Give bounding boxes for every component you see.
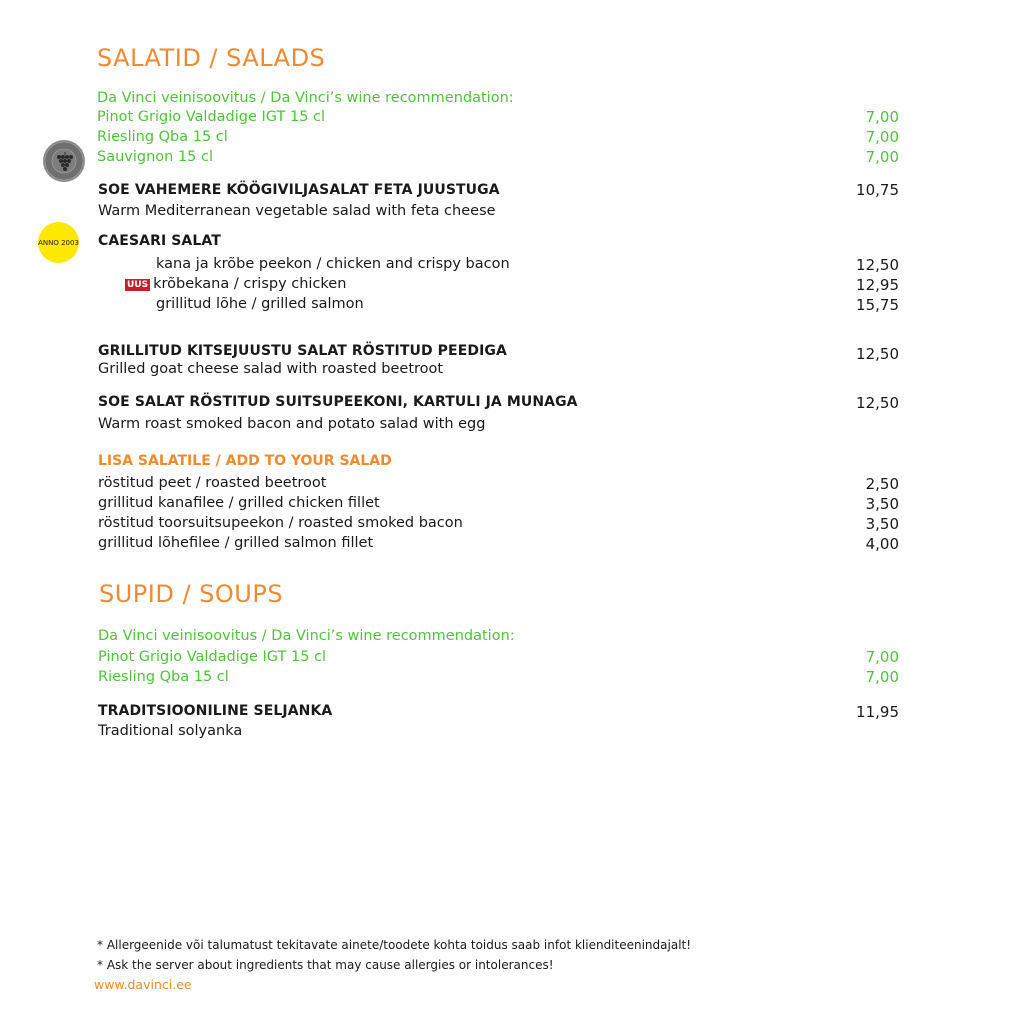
addon-label: röstitud peet / roasted beetroot (98, 475, 327, 491)
wine-item (97, 127, 899, 147)
menu-item (98, 182, 899, 219)
addon-label: röstitud toorsuitsupeekon / roasted smoked bacon (98, 515, 463, 531)
menu-item (98, 394, 899, 432)
dish-description: Warm Mediterranean vegetable salad with feta cheese (98, 203, 496, 219)
addon-price: 2,50 (865, 475, 899, 493)
menu-item (98, 343, 899, 377)
option-price: 12,95 (856, 276, 899, 294)
wine-recommendation-heading: Da Vinci veinisoovitus / Da Vinci’s wine recommendation: (98, 628, 515, 644)
dish-description: Warm roast smoked bacon and potato salad with egg (98, 416, 486, 432)
anno-badge: ANNO 2003 (38, 222, 79, 263)
dish-price: 12,50 (856, 345, 899, 363)
website-link[interactable]: www.davinci.ee (94, 977, 192, 992)
wine-price: 7,00 (865, 148, 899, 166)
addon-item (98, 495, 899, 515)
wine-price: 7,00 (865, 128, 899, 146)
addon-label: grillitud kanafilee / grilled chicken fillet (98, 495, 380, 511)
dish-option (98, 296, 899, 316)
new-badge: UUS (127, 280, 149, 290)
allergy-note-en: * Ask the server about ingredients that may cause allergies or intolerances! (97, 958, 554, 972)
option-label-with-badge (125, 276, 346, 292)
addon-price: 4,00 (865, 535, 899, 553)
dish-price: 12,50 (856, 394, 899, 412)
addons-title: LISA SALATILE / ADD TO YOUR SALAD (98, 453, 392, 469)
wine-name: Riesling Qba 15 cl (98, 669, 229, 685)
dish-description: Traditional solyanka (98, 723, 243, 739)
section-title-soups: SUPID / SOUPS (99, 580, 284, 608)
dish-title: GRILLITUD KITSEJUUSTU SALAT RÖSTITUD PEEDIGA (98, 343, 507, 359)
option-label: kana ja krõbe peekon / chicken and crispy bacon (156, 256, 510, 272)
wine-price: 7,00 (865, 668, 899, 686)
dish-description: Grilled goat cheese salad with roasted beetroot (98, 361, 444, 377)
dish-price: 11,95 (856, 703, 899, 721)
wine-item (98, 647, 899, 667)
option-label: grillitud lõhe / grilled salmon (156, 296, 364, 312)
dish-title: TRADITSIOONILINE SELJANKA (98, 703, 333, 719)
addon-item (98, 515, 899, 535)
dish-title: SOE SALAT RÖSTITUD SUITSUPEEKONI, KARTULI JA MUNAGA (98, 394, 578, 410)
option-price: 15,75 (856, 296, 899, 314)
option-price: 12,50 (856, 256, 899, 274)
addon-item (98, 535, 899, 555)
grape-seal-icon (42, 139, 86, 183)
dish-option (98, 276, 899, 296)
wine-name: Pinot Grigio Valdadige IGT 15 cl (98, 649, 327, 665)
addon-price: 3,50 (865, 515, 899, 533)
wine-recommendation-heading: Da Vinci veinisoovitus / Da Vinci’s wine recommendation: (97, 90, 514, 106)
addon-price: 3,50 (865, 495, 899, 513)
dish-title: CAESARI SALAT (98, 233, 221, 249)
wine-item (98, 667, 899, 687)
wine-item (97, 147, 899, 167)
wine-name: Riesling Qba 15 cl (97, 129, 228, 145)
dish-title: SOE VAHEMERE KÖÖGIVILJASALAT FETA JUUSTUGA (98, 182, 500, 198)
wine-name: Sauvignon 15 cl (97, 149, 214, 165)
addon-label: grillitud lõhefilee / grilled salmon fillet (98, 535, 374, 551)
menu-item (98, 703, 899, 739)
wine-price: 7,00 (865, 648, 899, 666)
addon-item (98, 475, 899, 495)
dish-price: 10,75 (856, 181, 899, 199)
dish-option (98, 256, 899, 276)
wine-item (97, 107, 899, 127)
wine-price: 7,00 (865, 108, 899, 126)
section-title-salads: SALATID / SALADS (97, 44, 326, 72)
allergy-note-et: * Allergeenide või talumatust tekitavate ainete/toodete kohta toidus saab infot klienditeenindajalt! (97, 938, 692, 952)
option-label: krõbekana / crispy chicken (153, 276, 347, 292)
wine-name: Pinot Grigio Valdadige IGT 15 cl (97, 109, 326, 125)
